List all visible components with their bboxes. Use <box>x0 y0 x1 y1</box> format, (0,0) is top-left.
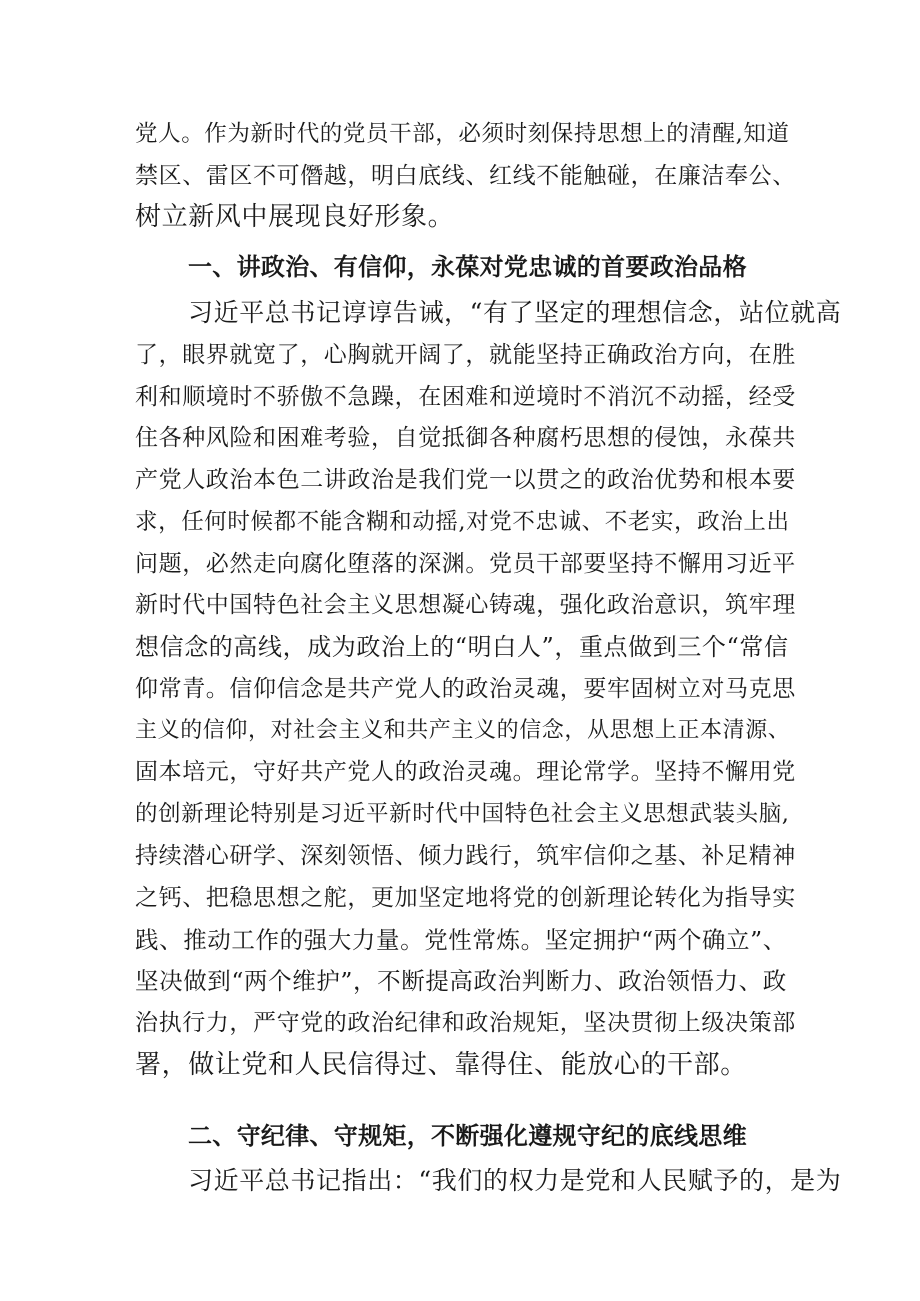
paragraph-line: 的创新理论特别是习近平新时代中国特色社会主义思想武装头脑, <box>135 801 790 827</box>
paragraph-line: 党人。作为新时代的党员干部，必须时刻保持思想上的清醒,知道 <box>135 121 790 147</box>
paragraph-line: 产党人政治本色二讲政治是我们党一以贯之的政治优势和根本要 <box>135 467 796 493</box>
paragraph-line: 了，眼界就宽了，心胸就开阔了，就能坚持正确政治方向，在胜 <box>135 342 796 368</box>
paragraph-line: 利和顺境时不骄傲不急躁，在困难和逆境时不消沉不动摇，经受 <box>135 384 796 410</box>
paragraph-line: 治执行力，严守党的政治纪律和政治规矩，坚决贯彻上级决策部 <box>135 1010 796 1036</box>
paragraph-line: 仰常青。信仰信念是共产党人的政治灵魂，要牢固树立对马克思 <box>135 676 796 702</box>
paragraph-line: 主义的信仰，对社会主义和共产主义的信念，从思想上正本清源、 <box>135 718 791 743</box>
paragraph-line: 住各种风险和困难考验，自觉抵御各种腐朽思想的侵蚀，永葆共 <box>135 425 796 451</box>
paragraph-line: 固本培元，守好共产党人的政治灵魂。理论常学。坚持不懈用党 <box>135 759 796 785</box>
paragraph-line: 之钙、把稳思想之舵，更加坚定地将党的创新理论转化为指导实 <box>135 885 796 911</box>
paragraph-line: 践、推动工作的强大力量。党性常炼。坚定拥护“两个确立”、 <box>135 926 787 954</box>
paragraph-line: 问题，必然走向腐化堕落的深渊。党员干部要坚持不懈用习近平 <box>135 551 796 577</box>
paragraph-line: 想信念的高线，成为政治上的“明白人”，重点做到三个“常信 <box>135 633 789 661</box>
paragraph-line: 署，做让党和人民信得过、靠得住、能放心的干部。 <box>135 1050 747 1080</box>
paragraph-line: 禁区、雷区不可僭越，明白底线、红线不能触碰，在廉洁奉公、 <box>135 163 796 189</box>
section-heading-1: 一、讲政治、有信仰，永葆对党忠诚的首要政治品格 <box>188 253 747 281</box>
paragraph-line: 新时代中国特色社会主义思想凝心铸魂，强化政治意识，筑牢理 <box>135 592 796 618</box>
paragraph-line: 坚决做到“两个维护”，不断提高政治判断力、政治领悟力、政 <box>135 967 787 995</box>
section-heading-2: 二、守纪律、守规矩，不断强化遵规守纪的底线思维 <box>188 1122 747 1150</box>
paragraph-line: 持续潜心研学、深刻领悟、倾力践行，筑牢信仰之基、补足精神 <box>135 843 796 869</box>
paragraph-line: 求，任何时候都不能含糊和动摇,对党不忠诚、不老实，政治上出 <box>135 509 790 535</box>
paragraph-line: 树立新风中展现良好形象。 <box>135 202 455 232</box>
paragraph-line: 习近平总书记谆谆告诫，“有了坚定的理想信念，站位就高 <box>188 298 842 327</box>
paragraph-line: 习近平总书记指出：“我们的权力是党和人民赋予的，是为 <box>188 1166 842 1195</box>
